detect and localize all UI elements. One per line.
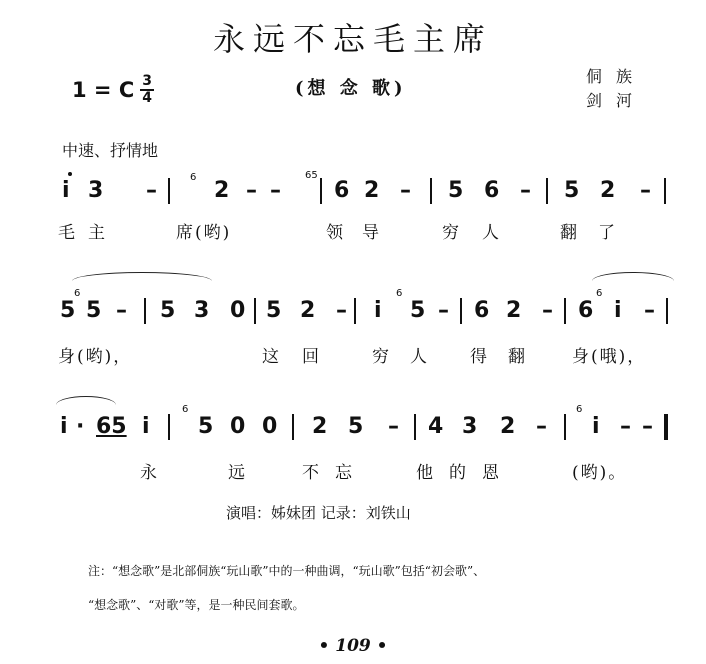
tempo-marking: 中速、抒情地 <box>62 141 159 160</box>
dash: – <box>644 298 655 323</box>
notation-row-1 <box>0 170 706 280</box>
lyric: (哟)。 <box>572 463 628 483</box>
note: i <box>62 178 70 203</box>
meter-top: 3 <box>142 73 152 89</box>
note: 2 <box>214 178 230 203</box>
note: i <box>60 414 68 439</box>
lyric: 得 <box>470 347 489 367</box>
grace-note: 6 <box>190 172 197 183</box>
octave-dot <box>68 172 72 176</box>
note: 5 <box>160 298 176 323</box>
note: 0 <box>262 414 278 439</box>
note: 3 <box>88 178 104 203</box>
footnote-line-2: “想念歌”、“对歌”等，是一种民间套歌。 <box>88 598 305 612</box>
note: 2 <box>300 298 316 323</box>
performers-credit: 演唱：姊妹团 记录：刘铁山 <box>226 504 411 522</box>
lyric: 回 <box>302 347 321 367</box>
note: 2 <box>600 178 616 203</box>
key-signature <box>72 74 154 106</box>
note: 5 <box>410 298 426 323</box>
lyric: 毛 <box>58 223 77 243</box>
lyric: 这 <box>262 347 281 367</box>
key-text: 1 = C <box>72 78 135 102</box>
note: 2 <box>506 298 522 323</box>
note: 6 <box>484 178 500 203</box>
bar-line <box>144 298 146 324</box>
lyric: 席(哟) <box>176 223 232 243</box>
grace-note: 6 <box>182 404 189 415</box>
grace-note: 6 <box>396 288 403 299</box>
note: 65 <box>96 414 127 439</box>
credit-ethnicity: 侗族 <box>586 67 647 86</box>
note: 5 <box>266 298 282 323</box>
dash: – <box>270 178 281 203</box>
bar-line <box>320 178 322 204</box>
note: 6 <box>474 298 490 323</box>
lyric: 人 <box>410 347 429 367</box>
dot-mark: · <box>76 414 85 439</box>
dash: – <box>400 178 411 203</box>
note: 0 <box>230 298 246 323</box>
note: 2 <box>364 178 380 203</box>
note: 6 <box>578 298 594 323</box>
bar-line <box>414 414 416 440</box>
note: 2 <box>312 414 328 439</box>
lyric: 导 <box>362 223 381 243</box>
grace-note: 6 <box>576 404 583 415</box>
meter-bottom: 4 <box>142 90 152 106</box>
dash: – <box>388 414 399 439</box>
lyric: 身(哟)， <box>58 347 133 367</box>
lyric: 翻 <box>508 347 527 367</box>
dash: – <box>640 178 651 203</box>
dash: – <box>520 178 531 203</box>
lyric: 身(哦)， <box>572 347 647 367</box>
footnote-line-1: 注：“想念歌”是北部侗族“玩山歌”中的一种曲调，“玩山歌”包括“初会歌”、 <box>88 564 486 578</box>
grace-note: 6 <box>74 288 81 299</box>
note: 5 <box>448 178 464 203</box>
dash: – <box>542 298 553 323</box>
bar-line <box>546 178 548 204</box>
lyric: 了 <box>598 223 617 243</box>
bar-line <box>564 298 566 324</box>
lyric: 永 <box>140 463 159 483</box>
dash: – <box>642 414 653 439</box>
slur <box>56 396 116 405</box>
lyric: 领 <box>326 223 345 243</box>
bar-line <box>292 414 294 440</box>
note: 5 <box>86 298 102 323</box>
note: i <box>142 414 150 439</box>
grace-note: 65 <box>305 170 318 181</box>
note: 3 <box>462 414 478 439</box>
bar-line <box>354 298 356 324</box>
bar-line <box>430 178 432 204</box>
dash: – <box>536 414 547 439</box>
notation-row-2 <box>0 286 706 396</box>
bar-line <box>168 414 170 440</box>
note: 5 <box>60 298 76 323</box>
note: 5 <box>564 178 580 203</box>
lyric: 远 <box>228 463 247 483</box>
note: 5 <box>198 414 214 439</box>
dash: – <box>146 178 157 203</box>
lyric: 穷 <box>442 223 461 243</box>
dash: – <box>246 178 257 203</box>
note: 5 <box>348 414 364 439</box>
note: i <box>592 414 600 439</box>
note: 6 <box>334 178 350 203</box>
lyric: 穷 <box>372 347 391 367</box>
note: i <box>614 298 622 323</box>
dash: – <box>116 298 127 323</box>
note: 2 <box>500 414 516 439</box>
bar-line <box>254 298 256 324</box>
lyric: 人 <box>482 223 501 243</box>
dash: – <box>620 414 631 439</box>
note: 4 <box>428 414 444 439</box>
bar-line <box>460 298 462 324</box>
note: 0 <box>230 414 246 439</box>
bar-line <box>564 414 566 440</box>
note: 3 <box>194 298 210 323</box>
lyric: 翻 <box>560 223 579 243</box>
final-bar-line <box>664 414 668 440</box>
dash: – <box>438 298 449 323</box>
song-title: 永远不忘毛主席 <box>212 20 493 58</box>
lyric: 不忘 <box>302 463 368 483</box>
notation-row-3 <box>0 400 706 510</box>
bar-line <box>664 178 666 204</box>
lyric: 他的恩 <box>416 463 515 483</box>
time-signature <box>140 74 154 106</box>
credit-region: 剑河 <box>586 91 647 110</box>
page-number: • 109 • <box>318 636 388 656</box>
grace-note: 6 <box>596 288 603 299</box>
lyric: 主 <box>88 223 107 243</box>
bar-line <box>666 298 668 324</box>
bar-line <box>168 178 170 204</box>
note: i <box>374 298 382 323</box>
song-subtitle: (想 念 歌) <box>295 78 407 99</box>
dash: – <box>336 298 347 323</box>
